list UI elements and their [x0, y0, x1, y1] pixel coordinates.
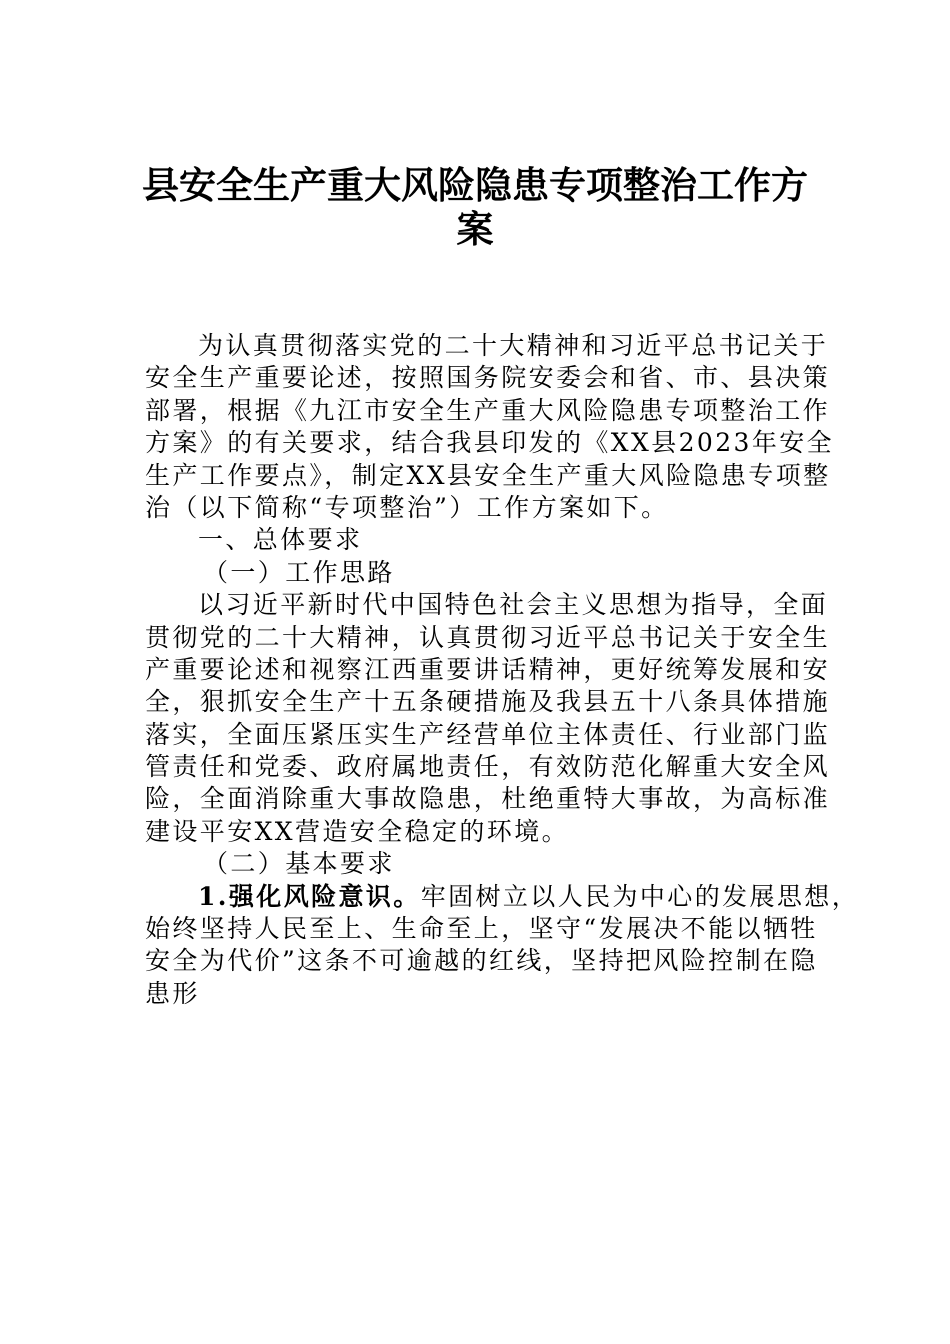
section-heading: 一、总体要求	[198, 525, 363, 555]
paragraph-line: 建设平安XX营造安全稳定的环境。	[145, 816, 569, 846]
paragraph-line: 产重要论述和视察江西重要讲话精神，更好统筹发展和安	[145, 654, 831, 684]
paragraph-line: 为认真贯彻落实党的二十大精神和习近平总书记关于	[198, 331, 829, 360]
paragraph-line: 方案》的有关要求，结合我县印发的《XX县2023年安全	[145, 428, 835, 458]
paragraph-line: 全，狠抓安全生产十五条硬措施及我县五十八条具体措施	[145, 687, 831, 717]
paragraph-line: 治（以下简称“专项整治”）工作方案如下。	[145, 492, 669, 522]
paragraph-line: 贯彻党的二十大精神，认真贯彻习近平总书记关于安全生	[145, 622, 831, 652]
paragraph-line: 生产工作要点》，制定XX县安全生产重大风险隐患专项整	[145, 460, 831, 490]
document-body	[145, 330, 860, 1010]
paragraph-line: 患形	[145, 978, 200, 1008]
paragraph-line: 以习近平新时代中国特色社会主义思想为指导，全面	[198, 590, 829, 620]
paragraph-line: 落实，全面压紧压实生产经营单位主体责任、行业部门监	[145, 719, 831, 749]
paragraph-line: 险，全面消除重大事故隐患，杜绝重特大事故，为高标准	[145, 784, 831, 814]
paragraph-line: 安全生产重要论述，按照国务院安委会和省、市、县决策	[145, 363, 831, 393]
paragraph-line: 始终坚持人民至上、生命至上，坚守“发展决不能以牺牲	[145, 914, 818, 944]
paragraph-line: 部署，根据《九江市安全生产重大风险隐患专项整治工作	[145, 395, 831, 425]
subsection-heading: （二）基本要求	[203, 849, 395, 879]
document-title-line-2: 案	[456, 207, 494, 251]
item-text: 牢固树立以人民为中心的发展思想，	[420, 881, 860, 911]
paragraph-line: 安全为代价”这条不可逾越的红线，坚持把风险控制在隐	[145, 946, 818, 976]
document-title-line-1: 县安全生产重大风险隐患专项整治工作方	[142, 163, 808, 207]
paragraph-line	[145, 881, 860, 913]
subsection-heading: （一）工作思路	[203, 557, 395, 587]
paragraph-line: 管责任和党委、政府属地责任，有效防范化解重大安全风	[145, 752, 831, 782]
item-lead: 1.强化风险意识。	[198, 881, 421, 911]
